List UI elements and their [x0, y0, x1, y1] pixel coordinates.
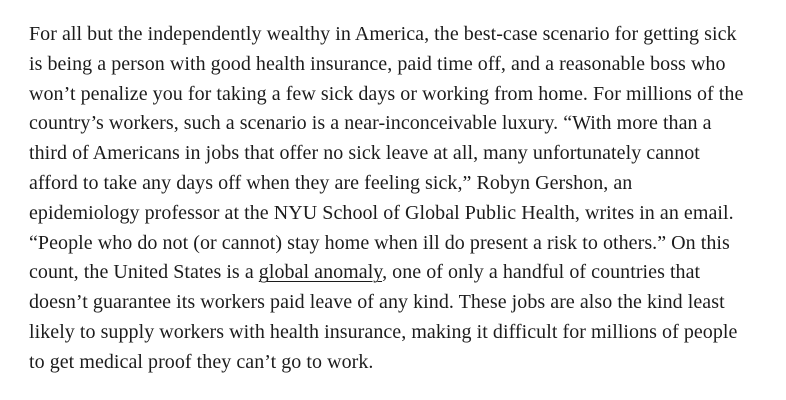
line-text-before-link: count, the United States is a — [29, 261, 259, 284]
paragraph-line: “People who do not (or cannot) stay home when ill do present a risk to others.” On this — [29, 231, 730, 254]
paragraph-line: to get medical proof they can’t go to work. — [29, 350, 374, 373]
paragraph-line: won’t penalize you for taking a few sick days or working from home. For millions of the — [29, 82, 744, 105]
paragraph-line: third of Americans in jobs that offer no sick leave at all, many unfortunately cannot — [29, 142, 700, 165]
article-paragraph — [29, 20, 769, 378]
paragraph-line: likely to supply workers with health insurance, making it difficult for millions of people — [29, 320, 738, 343]
paragraph-line: is being a person with good health insurance, paid time off, and a reasonable boss who — [29, 52, 726, 75]
paragraph-line: For all but the independently wealthy in America, the best-case scenario for getting sick — [29, 23, 737, 45]
paragraph-line-with-link — [29, 258, 769, 288]
paragraph-line: country’s workers, such a scenario is a near-inconceivable luxury. “With more than a — [29, 112, 712, 135]
line-text-after-link: , one of only a handful of countries that — [382, 261, 701, 284]
article-body — [29, 0, 769, 378]
paragraph-line: epidemiology professor at the NYU School of Global Public Health, writes in an email. — [29, 201, 734, 224]
global-anomaly-link[interactable]: global anomaly — [258, 261, 383, 284]
paragraph-line: afford to take any days off when they are feeling sick,” Robyn Gershon, an — [29, 171, 633, 194]
paragraph-line: doesn’t guarantee its workers paid leave of any kind. These jobs are also the kind least — [29, 291, 725, 314]
